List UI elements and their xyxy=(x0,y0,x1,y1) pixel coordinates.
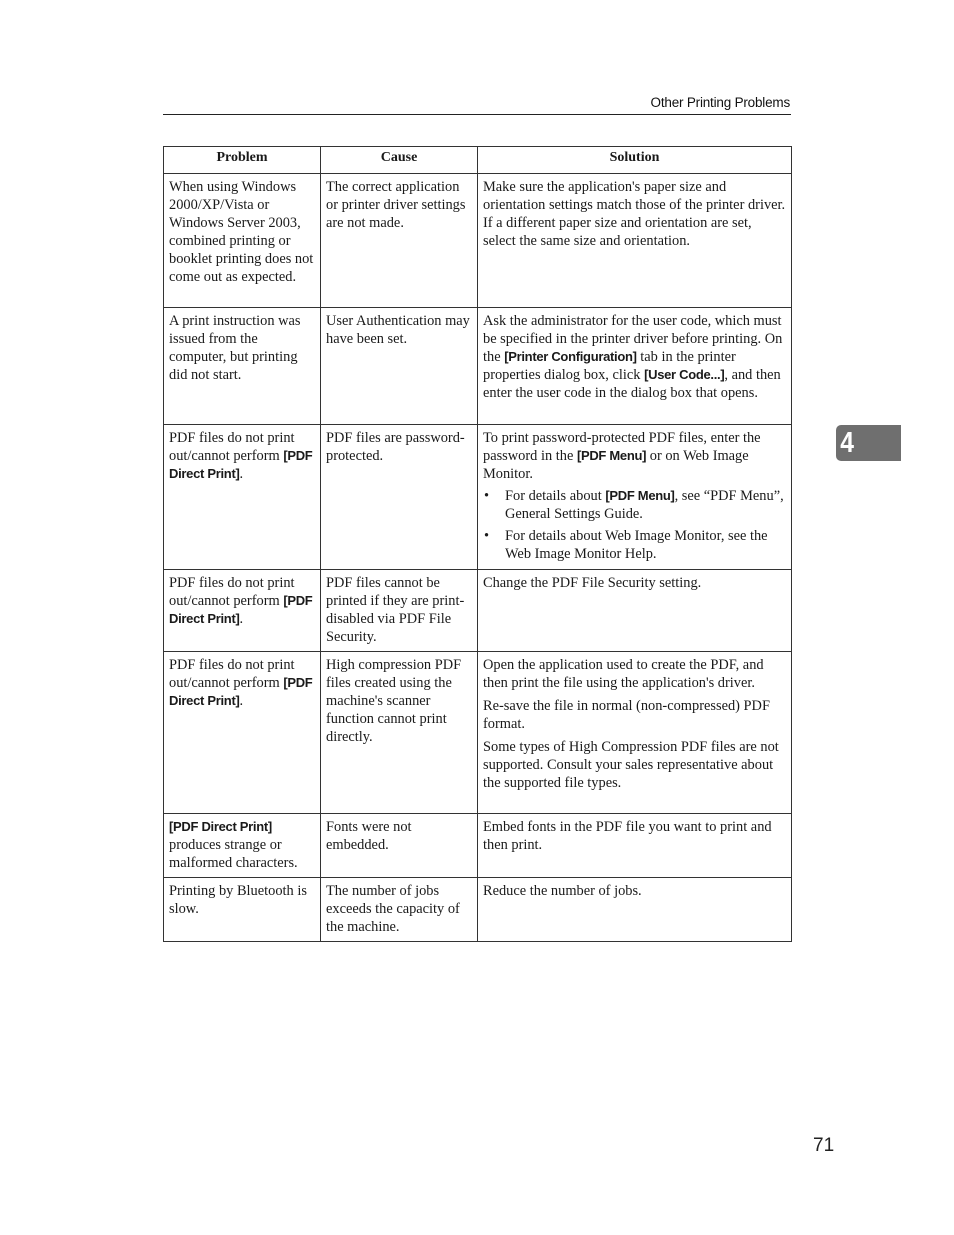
problem-text: PDF files do not print out/cannot perform xyxy=(169,657,295,691)
bullet-icon: • xyxy=(484,528,490,544)
solution-cell xyxy=(478,308,792,425)
problem-cell: Printing by Bluetooth is slow. xyxy=(164,878,321,942)
solution-text: tab in the printer properties dialog box, click xyxy=(483,349,736,383)
problem-text: produces strange or malformed characters. xyxy=(169,837,298,871)
solution-cell: Reduce the number of jobs. xyxy=(478,878,792,942)
bullet-text: For details about xyxy=(505,488,602,504)
list-item xyxy=(483,487,786,523)
solution-text: To print password-protected PDF files, enter the password in the xyxy=(483,430,761,464)
header-rule xyxy=(163,114,791,115)
problem-cell: When using Windows 2000/XP/Vista or Windows Server 2003, combined printing or booklet printing does not come out as expected. xyxy=(164,174,321,308)
table-row xyxy=(164,425,792,570)
pdf-menu-label: [PDF Menu] xyxy=(576,448,647,463)
problem-suffix: . xyxy=(239,611,244,627)
table-row xyxy=(164,308,792,425)
cause-cell: High compression PDF files created using the machine's scanner function cannot print directly. xyxy=(321,652,478,814)
solution-text: , and then enter the user code in the dialog box that opens. xyxy=(483,367,781,401)
table-row xyxy=(164,174,792,308)
solution-text: or on Web Image Monitor. xyxy=(483,448,749,482)
solution-cell xyxy=(478,425,792,570)
solution-cell: Change the PDF File Security setting. xyxy=(478,570,792,652)
running-header: Other Printing Problems xyxy=(650,95,790,110)
cause-cell: User Authentication may have been set. xyxy=(321,308,478,425)
problem-cell xyxy=(164,652,321,814)
user-code-button-label: [User Code...] xyxy=(644,367,725,382)
table-row xyxy=(164,814,792,878)
column-header-solution: Solution xyxy=(478,147,792,174)
bullet-text: , see “PDF Menu”, General Settings Guide. xyxy=(505,488,784,522)
chapter-number: 4 xyxy=(840,427,854,459)
table-row xyxy=(164,652,792,814)
solution-paragraph: Re-save the file in normal (non-compressed) PDF format. xyxy=(483,698,770,732)
bullet-list xyxy=(483,487,786,563)
table-row xyxy=(164,570,792,652)
problem-cell xyxy=(164,570,321,652)
solution-cell: Embed fonts in the PDF file you want to print and then print. xyxy=(478,814,792,878)
cause-cell: PDF files cannot be printed if they are print-disabled via PDF File Security. xyxy=(321,570,478,652)
solution-text: Ask the administrator for the user code, which must be specified in the printer driver before printing. On the xyxy=(483,313,783,365)
problem-text: PDF files do not print out/cannot perform xyxy=(169,575,295,609)
bullet-text: For details about Web Image Monitor, see the Web Image Monitor Help. xyxy=(505,528,768,562)
problem-text: PDF files do not print out/cannot perform xyxy=(169,430,295,464)
solution-cell: Make sure the application's paper size and orientation settings match those of the printer driver. If a different paper size and orientation are set, select the same size and orientation. xyxy=(478,174,792,308)
solution-cell xyxy=(478,652,792,814)
cause-cell: The correct application or printer driver settings are not made. xyxy=(321,174,478,308)
list-item xyxy=(483,527,786,563)
column-header-cause: Cause xyxy=(321,147,478,174)
solution-paragraph: Open the application used to create the PDF, and then print the file using the application's driver. xyxy=(483,657,764,691)
table-row xyxy=(164,878,792,942)
pdf-direct-print-label: [PDF Direct Print] xyxy=(169,675,313,708)
cause-cell: PDF files are password-protected. xyxy=(321,425,478,570)
problem-cell xyxy=(164,425,321,570)
page-number: 71 xyxy=(813,1135,835,1156)
bullet-icon: • xyxy=(484,488,490,504)
solution-paragraph: Some types of High Compression PDF files are not supported. Consult your sales representative about the supported file types. xyxy=(483,739,779,791)
cause-cell: The number of jobs exceeds the capacity of the machine. xyxy=(321,878,478,942)
problem-suffix: . xyxy=(239,466,244,482)
problem-cell: A print instruction was issued from the computer, but printing did not start. xyxy=(164,308,321,425)
column-header-problem: Problem xyxy=(164,147,321,174)
table-header-row xyxy=(164,147,792,174)
chapter-tab xyxy=(836,425,901,461)
troubleshooting-table xyxy=(163,146,792,942)
pdf-direct-print-label: [PDF Direct Print] xyxy=(169,448,313,481)
problem-suffix: . xyxy=(239,693,244,709)
problem-cell xyxy=(164,814,321,878)
cause-cell: Fonts were not embedded. xyxy=(321,814,478,878)
printer-configuration-tab-label: [Printer Configuration] xyxy=(504,349,637,364)
pdf-direct-print-label: [PDF Direct Print] xyxy=(169,593,313,626)
pdf-direct-print-label: [PDF Direct Print] xyxy=(169,819,272,834)
pdf-menu-label: [PDF Menu] xyxy=(605,488,675,503)
